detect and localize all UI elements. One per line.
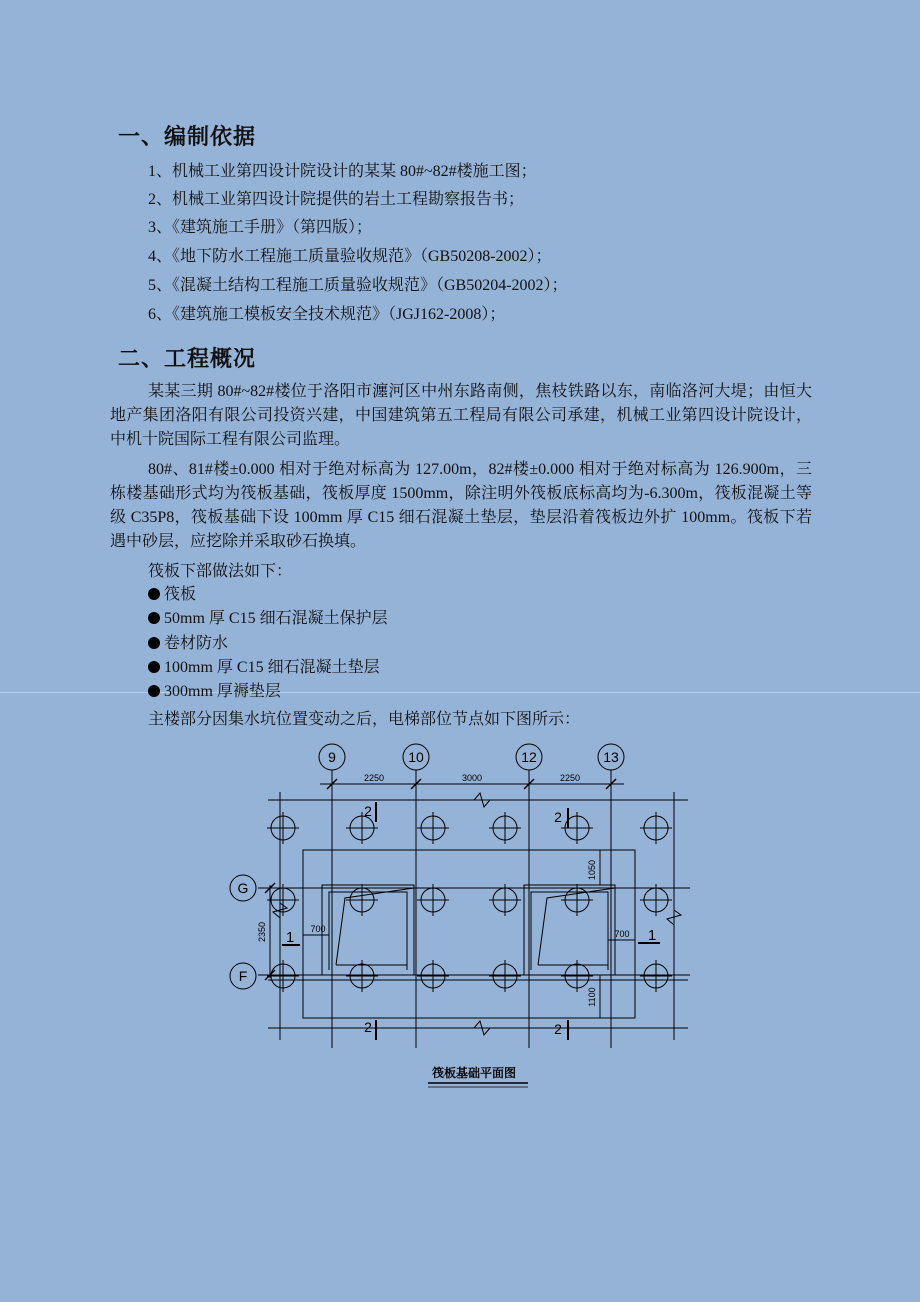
section-mark: 1 [285,929,295,946]
column-marker [561,812,593,844]
axis-label-13: 13 [603,749,619,765]
column-marker [346,884,378,916]
basis-item: 2、机械工业第四设计院提供的岩土工程勘察报告书； [148,191,525,208]
column-marker [346,812,378,844]
layers-intro: 筏板下部做法如下： [148,563,293,580]
basis-item: 1、机械工业第四设计院设计的某某 80#~82#楼施工图； [148,163,537,180]
dim-700-left: 700 [310,924,326,934]
axis-label-G: G [237,880,249,896]
column-marker [640,960,672,992]
column-marker [640,884,672,916]
column-marker [267,960,299,992]
dim-2250-right: 2250 [559,773,581,783]
basis-item: 5、《混凝土结构工程施工质量验收规范》（GB50204-2002）； [148,277,568,294]
column-marker [417,812,449,844]
column-marker [417,884,449,916]
layer-list-item: 50mm 厚 C15 细石混凝土保护层 [148,607,388,631]
column-marker [489,812,521,844]
column-marker [267,884,299,916]
overview-paragraph: 某某三期 80#~82#楼位于洛阳市瀍河区中州东路南侧，焦枝铁路以东，南临洛河大堤；由恒大地产集团洛阳有限公司投资兴建，中国建筑第五工程局有限公司承建，机械工业第四设计院设计，中机十院国际工程有限公司监理。 [110,383,812,448]
basis-item: 3、《建筑施工手册》（第四版）； [148,219,373,236]
dim-1050: 1050 [587,859,597,881]
elevation-paragraph: 80#、81#楼±0.000 相对于绝对标高为 127.00m，82#楼±0.000 相对于绝对标高为 126.900m，三栋楼基础形式均为筏板基础，筏板厚度 1500mm，除注明外筏板底标高均为-6.300m，筏板混凝土等级 C35P8，筏板基础下设 100mm 厚 C15 细石混凝土垫层，垫层沿着筏板边外扩 100mm。筏板下若遇中砂层，应挖除并采取砂石换填。 [110,461,812,550]
section-mark: 1 [647,927,657,944]
section-mark: 2 [554,1021,562,1037]
layer-list-item: 卷材防水 [148,632,228,656]
section-heading-overview: 二、工程概况 [118,346,257,371]
column-marker [489,960,521,992]
figure-intro: 主楼部分因集水坑位置变动之后，电梯部位节点如下图所示： [148,711,581,728]
layer-list-item: 300mm 厚褥垫层 [148,680,281,704]
section-mark: 2 [554,809,562,825]
axis-label-F: F [238,968,248,984]
layer-list-item: 100mm 厚 C15 细石混凝土垫层 [148,656,380,680]
section-heading-basis: 一、编制依据 [118,124,257,149]
layer-list-item: 筏板 [148,583,196,607]
basis-item: 6、《建筑施工模板安全技术规范》（JGJ162-2008）； [148,306,506,323]
section-mark: 2 [364,1019,372,1035]
column-marker [561,884,593,916]
dim-700-right: 700 [614,929,630,939]
basis-item: 4、《地下防水工程施工质量验收规范》（GB50208-2002）； [148,248,552,265]
dim-2350: 2350 [257,921,267,943]
axis-label-12: 12 [521,749,537,765]
drawing-title: 筏板基础平面图 [431,1066,517,1080]
dim-1100: 1100 [587,987,597,1007]
column-marker [267,812,299,844]
dim-3000: 3000 [461,773,483,783]
dim-2250-left: 2250 [363,773,385,783]
column-marker [640,812,672,844]
section-mark: 2 [364,803,372,819]
column-marker [417,960,449,992]
axis-label-9: 9 [328,749,336,765]
axis-label-10: 10 [408,749,424,765]
column-marker [489,884,521,916]
